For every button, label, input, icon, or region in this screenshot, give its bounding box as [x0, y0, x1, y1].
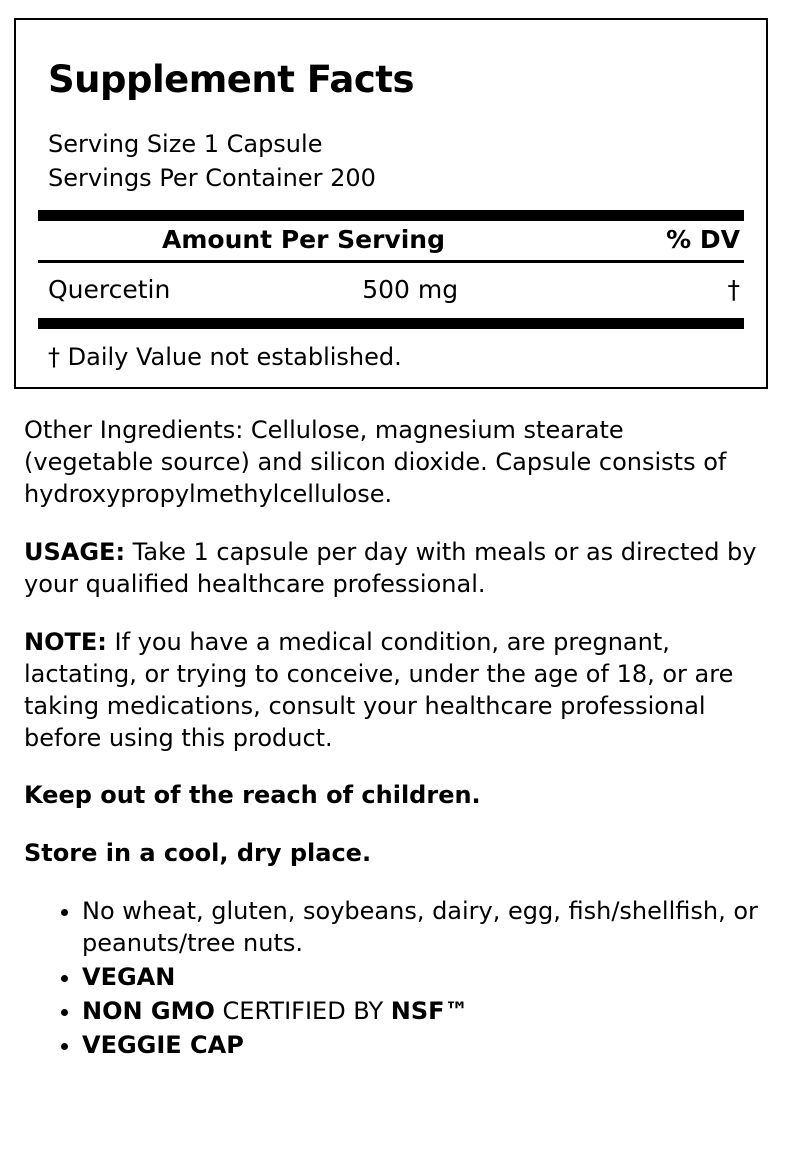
serving-size-text: Serving Size 1 Capsule — [48, 129, 323, 158]
servings-per-container-text: Servings Per Container 200 — [48, 164, 376, 193]
usage-paragraph — [24, 537, 760, 601]
table-header-row — [38, 221, 744, 260]
other-ingredients-label: Other Ingredients: — [24, 416, 244, 445]
note-text: If you have a medical condition, are pregnant, lactating, or trying to conceive, under the age of 18, or are taking medications, consult your healthcare professional before using this product. — [24, 627, 734, 752]
divider-thick-top — [38, 210, 744, 221]
usage-label: USAGE: — [24, 538, 126, 566]
amount-per-serving-header: Amount Per Serving — [162, 225, 445, 255]
nutrient-daily-value: † — [727, 275, 740, 305]
allergen-free-text: No wheat, gluten, soybeans, dairy, egg, fish/shellfish, or peanuts/tree nuts. — [82, 897, 758, 958]
non-gmo-text: NON GMO — [82, 996, 215, 1025]
veggie-cap-text: VEGGIE CAP — [82, 1030, 244, 1059]
certified-by-text: CERTIFIED BY — [214, 996, 391, 1025]
body-copy — [24, 415, 760, 1062]
divider-thick-bottom — [38, 318, 744, 329]
other-ingredients-paragraph — [24, 415, 760, 511]
vegan-text: VEGAN — [82, 963, 176, 992]
nutrient-amount: 500 mg — [362, 275, 459, 305]
other-ingredients-text: Cellulose, magnesium stearate (vegetable source) and silicon dioxide. Capsule consists of hydroxypropylmethylcellulose. — [24, 416, 727, 509]
supplement-facts-panel — [14, 18, 768, 389]
usage-text: Take 1 capsule per day with meals or as directed by your qualified healthcare professional. — [24, 538, 757, 598]
note-label: NOTE: — [24, 627, 107, 656]
list-item — [82, 962, 760, 994]
keep-out-of-reach-text: Keep out of the reach of children. — [24, 781, 481, 810]
note-paragraph — [24, 627, 760, 755]
nutrient-name: Quercetin — [48, 275, 171, 305]
list-item — [82, 1030, 760, 1062]
claims-list — [24, 896, 760, 1062]
storage-text: Store in a cool, dry place. — [24, 839, 372, 868]
list-item — [82, 896, 760, 960]
daily-value-footnote: † Daily Value not established. — [48, 343, 402, 372]
nsf-text: NSF™ — [390, 996, 469, 1025]
list-item — [82, 996, 760, 1028]
page-title: Supplement Facts — [48, 58, 415, 101]
percent-dv-header: % DV — [666, 225, 740, 255]
table-row — [38, 263, 744, 318]
